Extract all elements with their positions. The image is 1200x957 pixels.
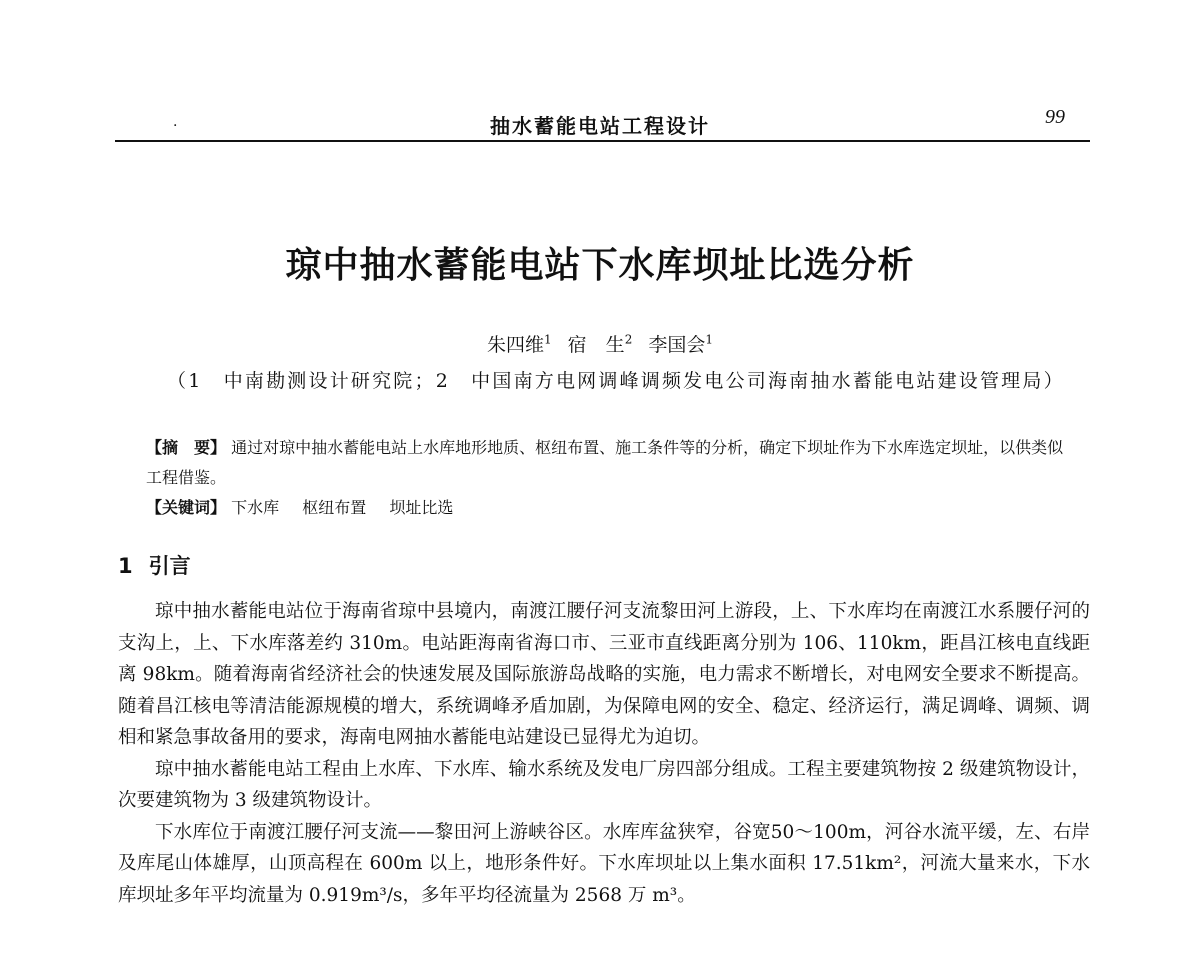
- keyword: 枢纽布置: [302, 498, 367, 517]
- keyword: 坝址比选: [389, 498, 454, 517]
- paragraph: 琼中抽水蓄能电站工程由上水库、下水库、输水系统及发电厂房四部分组成。工程主要建筑物按 2 级建筑物设计，次要建筑物为 3 级建筑物设计。: [118, 758, 1090, 811]
- abstract-block: [146, 433, 1066, 523]
- page-number: 99: [1045, 106, 1065, 128]
- header-rule: [115, 140, 1090, 142]
- running-title: 抽水蓄能电站工程设计: [490, 114, 710, 138]
- paragraph: 琼中抽水蓄能电站位于海南省琼中县境内，南渡江腰仔河支流黎田河上游段，上、下水库均在南渡江水系腰仔河的支沟上，上、下水库落差约 310m。电站距海南省海口市、三亚市直线距离分别为 106、110km，距昌江核电直线距离 98km。随着海南省经济社会的快速发展及国际旅游岛战略的实施，电力需求不断增长，对电网安全要求不断提高。随着昌江核电等清洁能源规模的增大，系统调峰矛盾加剧，为保障电网的安全、稳定、经济运行，满足调峰、调频、调相和紧急事故备用的要求，海南电网抽水蓄能电站建设已显得尤为迫切。: [118, 601, 1090, 748]
- affiliations: （1 中南勘测设计研究院；2 中国南方电网调峰调频发电公司海南抽水蓄能电站建设管理局）: [167, 370, 1065, 392]
- keywords: [146, 493, 1066, 523]
- author: 李国会$^1$: [648, 332, 714, 356]
- paper-title: 琼中抽水蓄能电站下水库坝址比选分析: [285, 244, 915, 286]
- author: 朱四维$^1$: [486, 332, 552, 356]
- header-dot: ·: [173, 118, 178, 134]
- keywords-label: 【关键词】: [146, 498, 227, 517]
- section-title: 引言: [148, 554, 191, 578]
- keyword: 下水库: [231, 498, 280, 517]
- section-heading: [118, 550, 191, 580]
- paragraph: 下水库位于南渡江腰仔河支流——黎田河上游峡谷区。水库库盆狭窄，谷宽50～100m，河谷水流平缓，左、右岸及库尾山体雄厚，山顶高程在 600m 以上，地形条件好。下水库坝址以上集水面积 17.51km²，河流大量来水，下水库坝址多年平均流量为 0.919m³/s，多年平均径流量为 2568 万 m³。: [118, 821, 1090, 906]
- section-number: 1: [118, 554, 133, 578]
- abstract: [146, 433, 1066, 493]
- body-text: [118, 596, 1090, 911]
- author-list: [0, 330, 1200, 357]
- abstract-label: 【摘 要】: [146, 438, 227, 457]
- abstract-text: 通过对琼中抽水蓄能电站上水库地形地质、枢纽布置、施工条件等的分析，确定下坝址作为下水库选定坝址，以供类似工程借鉴。: [146, 438, 1064, 487]
- author: 宿 生$^2$: [567, 332, 633, 356]
